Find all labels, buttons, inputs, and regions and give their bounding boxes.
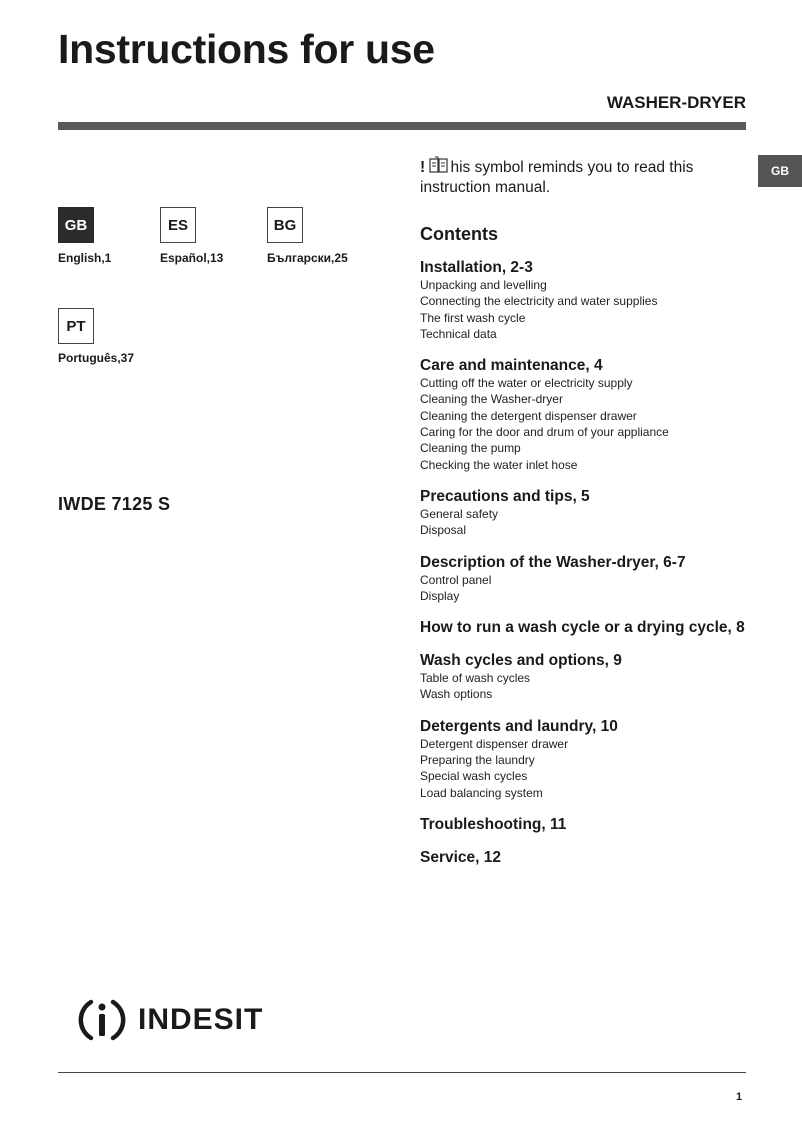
language-code-box: ES (160, 207, 196, 243)
section-item: General safety (420, 506, 499, 521)
language-side-tab: GB (758, 155, 802, 187)
indesit-logo-icon (76, 996, 128, 1044)
contents-section (420, 619, 790, 637)
section-item: Cleaning the detergent dispenser drawer (420, 408, 637, 423)
section-item-list (420, 506, 790, 539)
header-rule (58, 122, 746, 130)
language-option-bg[interactable] (267, 207, 303, 243)
contents-section (420, 488, 790, 539)
language-label-es: Español,13 (160, 251, 224, 265)
product-type: WASHER-DRYER (606, 93, 746, 112)
page-number: 1 (736, 1091, 743, 1103)
section-title[interactable]: Service, 12 (420, 848, 502, 866)
contents-section (420, 652, 790, 703)
section-item: Detergent dispenser drawer (420, 736, 569, 751)
contents-section (420, 259, 790, 342)
manual-icon (429, 156, 449, 174)
section-item: Cutting off the water or electricity supply (420, 376, 633, 391)
language-label-pt: Português,37 (58, 351, 135, 365)
section-item: Display (420, 588, 460, 603)
section-item: Wash options (420, 687, 493, 702)
language-option-pt[interactable] (58, 308, 94, 344)
section-item-list (420, 670, 790, 703)
language-code-box: BG (267, 207, 303, 243)
section-item: Unpacking and levelling (420, 278, 547, 292)
section-item: Preparing the laundry (420, 753, 535, 768)
contents-section (420, 357, 790, 473)
section-item: Checking the water inlet hose (420, 457, 578, 472)
manual-notice (420, 156, 740, 198)
contents-sections (420, 259, 790, 867)
section-item: Technical data (420, 326, 497, 341)
contents-section (420, 554, 790, 605)
section-item: The first wash cycle (420, 310, 526, 325)
section-item-list (420, 277, 790, 342)
section-item: Caring for the door and drum of your appliance (420, 425, 669, 440)
footer-rule (58, 1072, 746, 1073)
contents-section (420, 718, 790, 801)
model-number: IWDE 7125 S (58, 494, 171, 514)
contents-section (420, 849, 790, 867)
section-title[interactable]: Installation, 2-3 (420, 259, 533, 276)
section-item-list (420, 736, 790, 801)
section-item: Load balancing system (420, 785, 543, 800)
brand-logo (76, 996, 263, 1044)
section-title[interactable]: Troubleshooting, 11 (420, 815, 567, 833)
section-item: Cleaning the Washer-dryer (420, 392, 563, 407)
language-code-box: GB (58, 207, 94, 243)
section-title[interactable]: How to run a wash cycle or a drying cycle, 8 (420, 619, 745, 637)
language-option-es[interactable] (160, 207, 196, 243)
section-item: Connecting the electricity and water supplies (420, 294, 658, 309)
language-label-bg: Български,25 (267, 251, 348, 265)
page-title: Instructions for use (58, 26, 435, 72)
language-option-gb[interactable] (58, 207, 94, 243)
section-title[interactable]: Care and maintenance, 4 (420, 357, 603, 375)
section-title[interactable]: Precautions and tips, 5 (420, 487, 590, 505)
logo-wordmark: INDESIT (138, 1003, 264, 1036)
table-of-contents (420, 224, 790, 882)
contents-section (420, 816, 790, 834)
language-code-box: PT (58, 308, 94, 344)
section-item: Control panel (420, 572, 492, 587)
section-item: Disposal (420, 523, 467, 538)
section-title[interactable]: Detergents and laundry, 10 (420, 717, 618, 735)
notice-text: his symbol reminds you to read this instruction manual. (420, 159, 694, 196)
section-item: Cleaning the pump (420, 441, 521, 456)
section-item-list (420, 375, 790, 473)
section-title[interactable]: Description of the Washer-dryer, 6-7 (420, 553, 686, 571)
warning-mark: ! (420, 159, 426, 176)
language-label-gb: English,1 (58, 251, 112, 265)
section-item: Table of wash cycles (420, 671, 531, 686)
contents-heading: Contents (420, 224, 498, 244)
section-item-list (420, 572, 790, 605)
section-title[interactable]: Wash cycles and options, 9 (420, 652, 622, 670)
section-item: Special wash cycles (420, 769, 528, 784)
